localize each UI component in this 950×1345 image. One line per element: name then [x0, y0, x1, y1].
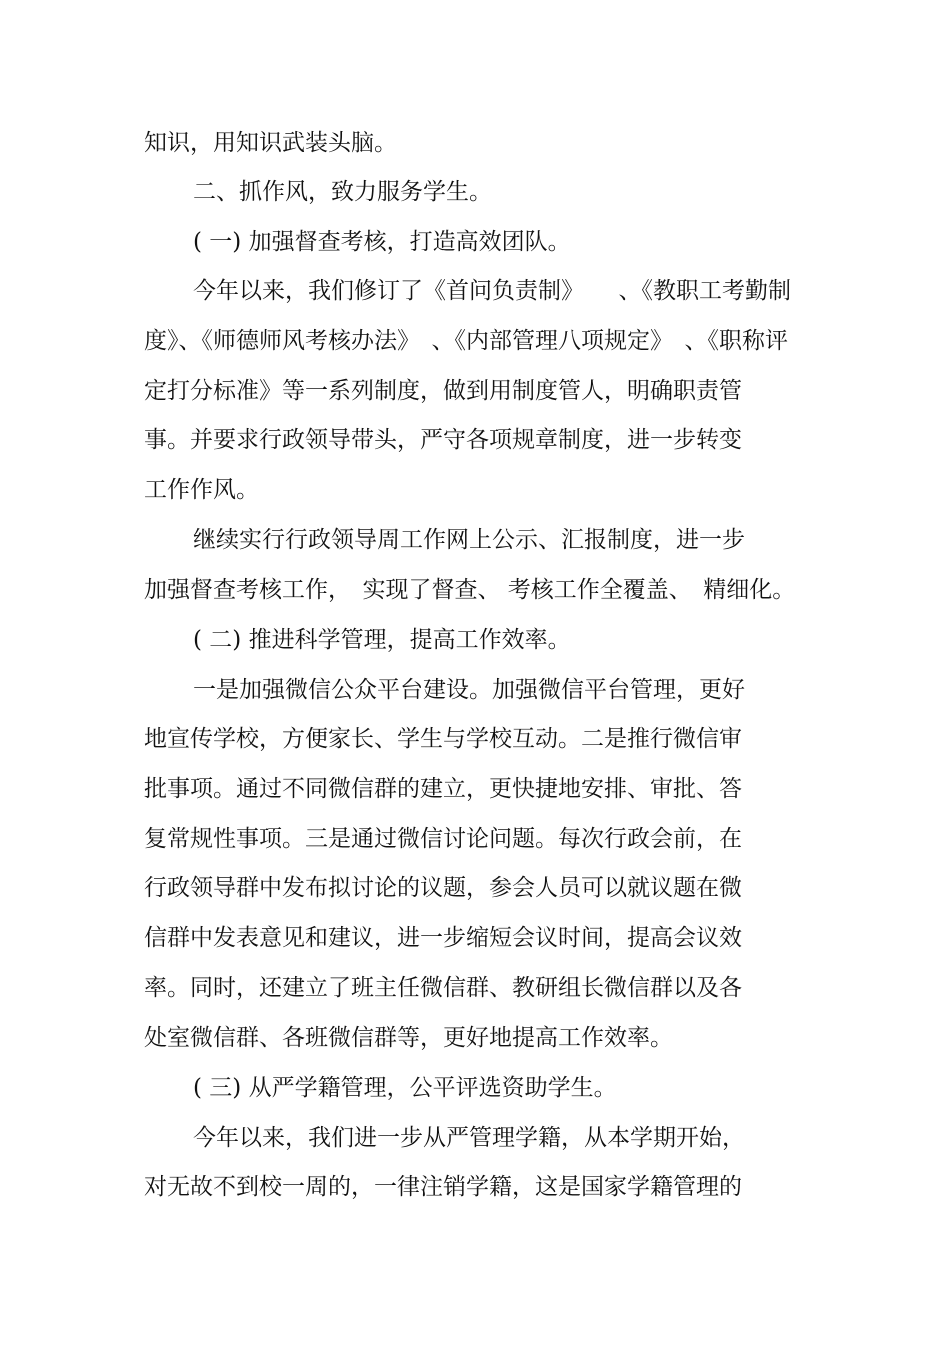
text-line: 对无故不到校一周的，一律注销学籍，这是国家学籍管理的 [144, 1174, 742, 1200]
text-line: 定打分标准》等一系列制度，做到用制度管人，明确职责管 [144, 378, 742, 404]
text-line: 加强督查考核工作， 实现了督查、 考核工作全覆盖、 精细化。 [144, 577, 796, 603]
subsection-heading: ( 二) 推进科学管理，提高工作效率。 [193, 627, 571, 653]
text-line: 地宣传学校，方便家长、学生与学校互动。二是推行微信审 [144, 726, 742, 752]
text-line: 处室微信群、各班微信群等，更好地提高工作效率。 [144, 1025, 673, 1051]
text-line: 批事项。通过不同微信群的建立，更快捷地安排、审批、答 [144, 776, 742, 802]
text-line: 信群中发表意见和建议，进一步缩短会议时间，提高会议效 [144, 925, 742, 951]
text-line: 率。同时，还建立了班主任微信群、教研组长微信群以及各 [144, 975, 742, 1001]
text-line: 一是加强微信公众平台建设。加强微信平台管理，更好 [193, 677, 745, 703]
text-line: 行政领导群中发布拟讨论的议题，参会人员可以就议题在微 [144, 875, 742, 901]
text-line: 复常规性事项。三是通过微信讨论问题。每次行政会前，在 [144, 826, 742, 852]
section-heading: 二、抓作风，致力服务学生。 [193, 179, 492, 205]
subsection-heading: ( 三) 从严学籍管理，公平评选资助学生。 [193, 1075, 617, 1101]
text-line: 今年以来，我们修订了《首问负责制》 、《教职工考勤制 [193, 278, 791, 304]
text-line: 今年以来，我们进一步从严管理学籍，从本学期开始， [193, 1125, 745, 1151]
subsection-heading: ( 一) 加强督查考核，打造高效团队。 [193, 229, 571, 255]
text-line: 度》、《师德师风考核办法》 、《内部管理八项规定》 、《职称评 [144, 328, 788, 354]
text-line: 工作作风。 [144, 477, 259, 503]
text-line: 事。并要求行政领导带头，严守各项规章制度，进一步转变 [144, 427, 742, 453]
text-line: 继续实行行政领导周工作网上公示、汇报制度，进一步 [193, 527, 745, 553]
text-line: 知识，用知识武装头脑。 [144, 130, 397, 156]
